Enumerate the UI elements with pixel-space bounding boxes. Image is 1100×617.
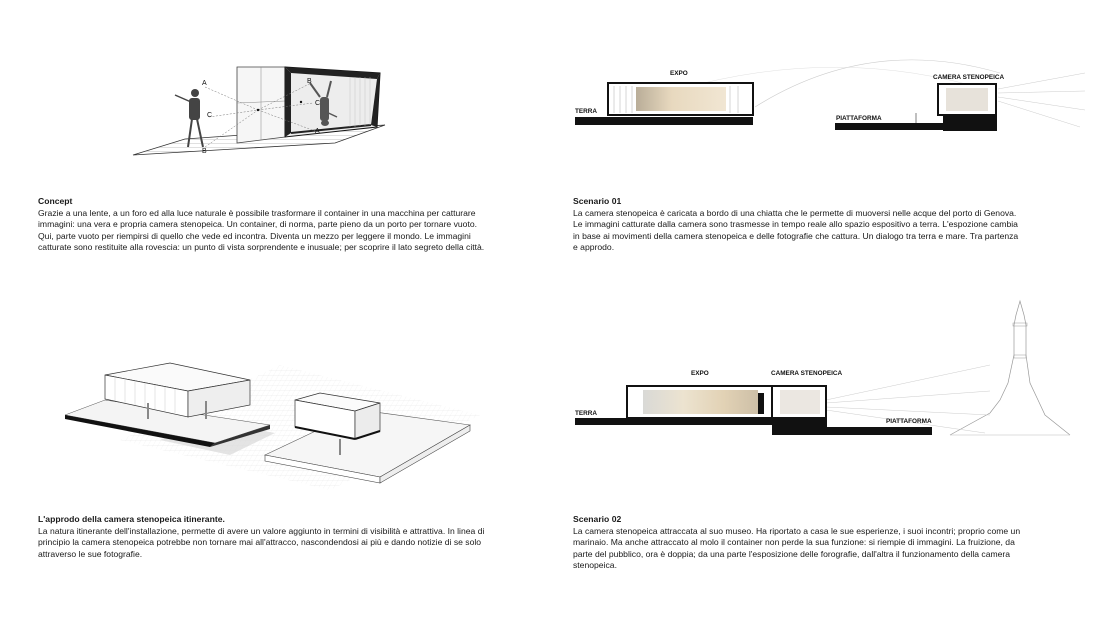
- scenario02-label-terra: TERRA: [575, 410, 598, 417]
- scenario02-label-camera: CAMERA STENOPEICA: [771, 370, 843, 377]
- approdo-body: La natura itinerante dell'installazione, permette di avere un valore aggiunto in termini di visibilità e attrattiva. In linea di principio la camera stenopeica potrebbe non tornare mai all'attracco, nascondendosi ai più e dando notizie di se solo attraverso le sue fotografie.: [38, 525, 485, 559]
- scenario02-label-piattaforma: PIATTAFORMA: [886, 418, 932, 425]
- scenario02-label-expo: EXPO: [691, 370, 709, 377]
- approdo-title: L'approdo della camera stenopeica itinerante.: [38, 514, 225, 524]
- approdo-text: [38, 514, 488, 560]
- scenario01-label-camera: CAMERA STENOPEICA: [933, 74, 1005, 81]
- letter-c-outer: C: [207, 112, 213, 119]
- concept-diagram: [125, 55, 395, 165]
- scenario02-title: Scenario 02: [573, 514, 622, 524]
- letter-a-inner: A: [315, 128, 320, 135]
- scenario02-section: [570, 295, 1090, 440]
- scenario01-label-expo: EXPO: [670, 70, 688, 77]
- letter-b-inner: B: [307, 78, 312, 85]
- scenario01-body: La camera stenopeica è caricata a bordo di una chiatta che le permette di muoversi nelle acque del porto di Genova. Le immagini catturate dalla camera sono trasmesse in tempo reale allo spazio espositivo a terra. L'espozione cambia in base ai movimenti della camera stenopeica e delle fotografie che cattura. Un dialogo tra terra e mare. Tra partenza e approdo.: [573, 207, 1019, 253]
- letter-b-outer: B: [202, 148, 207, 155]
- scenario01-label-piattaforma: PIATTAFORMA: [836, 115, 882, 122]
- terra-ground: [575, 117, 753, 125]
- approdo-axonometric: [60, 355, 480, 495]
- scenario01-label-terra: TERRA: [575, 108, 598, 115]
- concept-body: Grazie a una lente, a un foro ed alla luce naturale è possibile trasformare il container in una macchina per catturare immagini: una vera e propria camera stenopeica. Un container, di norma, parte pieno da un porto per tornare vuoto. Qui, parte vuoto per riempirsi di quello che vede ed incontra. Diventa un mezzo per leggere il mondo. Le immagini catturate sono restituite alla rovescia: un punto di vista sorprendente e inusuale; per scoprire il lato segreto della città.: [38, 207, 485, 253]
- lighthouse-outline: [950, 301, 1070, 435]
- scenario02-body: La camera stenopeica attraccata al suo museo. Ha riportato a casa le sue esperienze, i suoi incontri; proprio come un marinaio. Ma anche attraccato al molo il container non perde la sua funzione: si riempie di immagini. La fruizione, da parte del pubblico, ora è doppia; da una parte l'esposizione delle forografie, dall'altra il funzionamento della camera stenopeica.: [573, 525, 1021, 571]
- scenario01-title: Scenario 01: [573, 196, 622, 206]
- scenario01-text: [573, 196, 1023, 254]
- letter-a-outer: A: [202, 80, 207, 87]
- letter-c-inner: C: [315, 100, 321, 107]
- concept-title: Concept: [38, 196, 73, 206]
- terra-ground-02: [575, 418, 772, 425]
- scenario02-text: [573, 514, 1023, 572]
- scenario01-section: [570, 55, 1095, 140]
- concept-text: [38, 196, 488, 254]
